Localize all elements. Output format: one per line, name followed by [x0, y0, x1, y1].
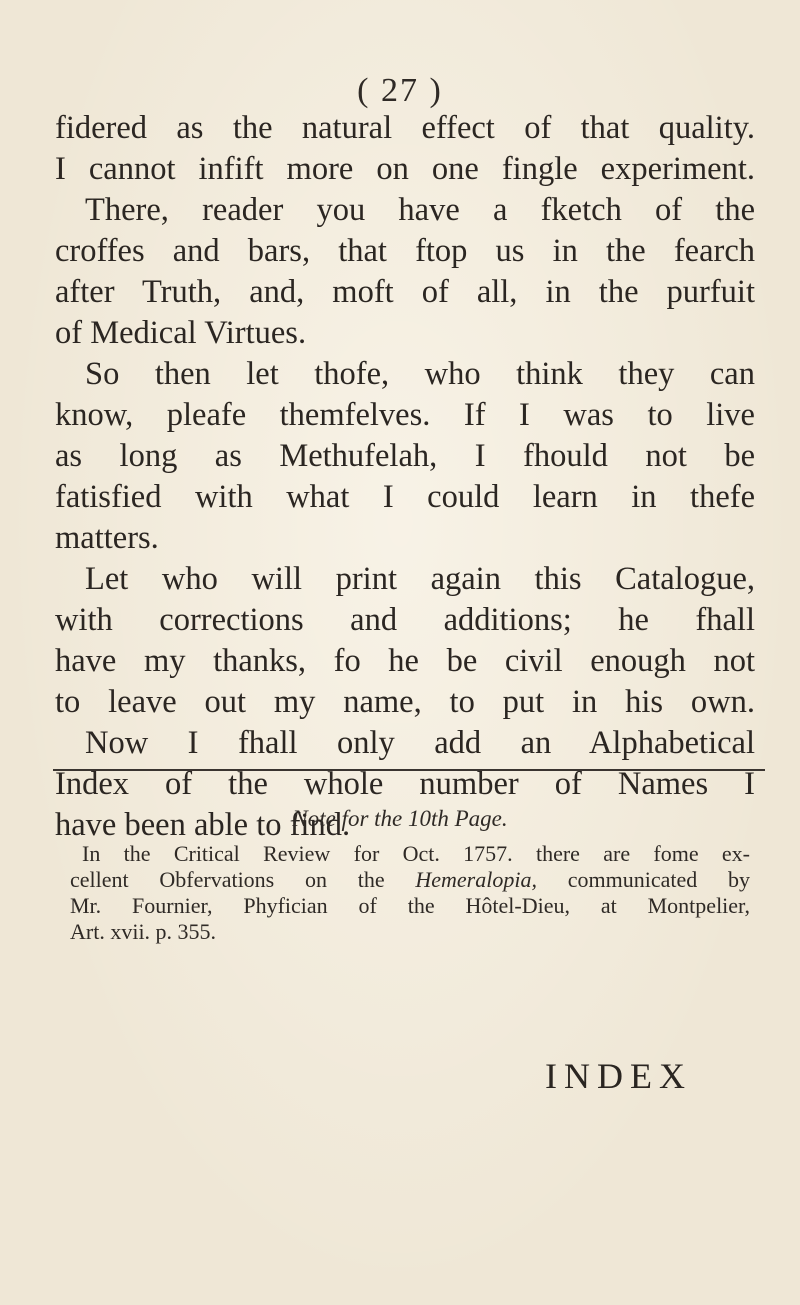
text-line: to leave out my name, to put in his own. [55, 684, 755, 720]
text-line: fatisfied with what I could learn in thefe [55, 479, 755, 515]
text-line: know, pleafe themfelves. If I was to live [55, 397, 755, 433]
text-line: have my thanks, fo he be civil enough not [55, 643, 755, 679]
text-line: I cannot infift more on one fingle experiment. [55, 151, 755, 187]
text-line: There, reader you have a fketch of the [85, 192, 755, 228]
text-line: Let who will print again this Catalogue, [85, 561, 755, 597]
text-line: So then let thofe, who think they can [85, 356, 755, 392]
note-line-lead: cellent Obfervations on the [70, 867, 416, 892]
text-line: have been able to find. [55, 807, 351, 843]
note-title: Note for the 10th Page. [292, 806, 508, 831]
note-text [70, 841, 750, 945]
note-line: In the Critical Review for Oct. 1757. there are fome ex- [82, 841, 750, 866]
text-line: fidered as the natural effect of that quality. [55, 110, 755, 146]
text-line: Index of the whole number of Names I [55, 766, 755, 802]
text-line: after Truth, and, moft of all, in the purfuit [55, 274, 755, 310]
note-line-tail: communicated by [536, 867, 750, 892]
page-number: ( 27 ) [357, 72, 443, 109]
note-line [70, 867, 750, 893]
note-line: Mr. Fournier, Phyfician of the Hôtel-Dieu, at Montpelier, [70, 893, 750, 918]
index-heading: INDEX [545, 1056, 692, 1096]
text-line: matters. [55, 520, 159, 556]
note-italic-term: Hemeralopia, [415, 867, 537, 892]
text-line: croffes and bars, that ftop us in the fearch [55, 233, 755, 269]
text-line: as long as Methufelah, I fhould not be [55, 438, 755, 474]
body-text [55, 108, 755, 846]
section-divider [53, 769, 765, 771]
text-line: with corrections and additions; he fhall [55, 602, 755, 638]
text-line: Now I fhall only add an Alphabetical [85, 725, 755, 761]
text-line: of Medical Virtues. [55, 315, 307, 351]
note-line: Art. xvii. p. 355. [70, 919, 217, 944]
